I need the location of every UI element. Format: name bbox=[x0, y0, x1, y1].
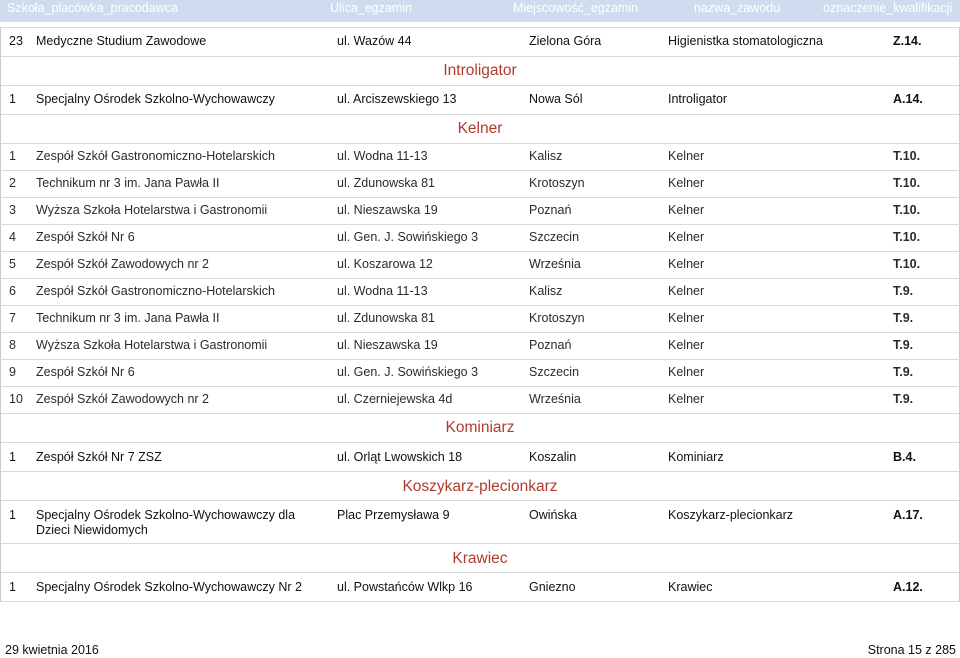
row-number: 1 bbox=[9, 508, 16, 522]
row-divider bbox=[0, 85, 960, 86]
row-divider bbox=[0, 359, 960, 360]
qualification-code: Z.14. bbox=[893, 34, 922, 48]
profession-name: Kelner bbox=[668, 338, 705, 352]
qualification-code: A.17. bbox=[893, 508, 923, 522]
profession-name: Kelner bbox=[668, 311, 705, 325]
profession-name: Kominiarz bbox=[668, 450, 724, 464]
qualification-code: T.10. bbox=[893, 176, 921, 190]
exam-street: ul. Koszarowa 12 bbox=[337, 257, 433, 271]
row-number: 1 bbox=[9, 450, 16, 464]
row-divider bbox=[0, 170, 960, 171]
row-divider bbox=[0, 572, 960, 573]
profession-name: Kelner bbox=[668, 284, 705, 298]
row-number: 2 bbox=[9, 176, 16, 190]
school-name: Zespół Szkół Zawodowych nr 2 bbox=[36, 392, 209, 406]
exam-city: Września bbox=[529, 392, 581, 406]
qualification-code: T.10. bbox=[893, 149, 921, 163]
row-divider bbox=[0, 543, 960, 544]
school-name: Wyższa Szkoła Hotelarstwa i Gastronomii bbox=[36, 203, 268, 217]
row-number: 23 bbox=[9, 34, 23, 48]
section-title-introligator: Introligator bbox=[443, 62, 517, 79]
profession-name: Kelner bbox=[668, 203, 705, 217]
footer-page-number: Strona 15 z 285 bbox=[867, 643, 956, 657]
column-header-city: Miejscowość_egzamin bbox=[513, 1, 639, 15]
exam-street: ul. Gen. J. Sowińskiego 3 bbox=[337, 365, 479, 379]
exam-city: Koszalin bbox=[529, 450, 577, 464]
school-name: Medyczne Studium Zawodowe bbox=[36, 34, 207, 48]
school-name: Zespół Szkół Zawodowych nr 2 bbox=[36, 257, 209, 271]
school-name: Technikum nr 3 im. Jana Pawła II bbox=[36, 311, 220, 325]
profession-name: Kelner bbox=[668, 149, 705, 163]
exam-street: ul. Czerniejewska 4d bbox=[337, 392, 453, 406]
column-header-school: Szkoła_placówka_pracodawca bbox=[7, 1, 178, 15]
row-divider bbox=[0, 251, 960, 252]
exam-city: Poznań bbox=[529, 338, 572, 352]
school-name: Specjalny Ośrodek Szkolno-Wychowawczy dla Dzieci Niewidomych bbox=[36, 508, 296, 537]
exam-city: Szczecin bbox=[529, 365, 580, 379]
profession-name: Kelner bbox=[668, 257, 705, 271]
exam-city: Gniezno bbox=[529, 580, 576, 594]
school-name: Technikum nr 3 im. Jana Pawła II bbox=[36, 176, 220, 190]
row-divider bbox=[0, 442, 960, 443]
row-number: 1 bbox=[9, 149, 16, 163]
row-number: 1 bbox=[9, 580, 16, 594]
row-divider bbox=[0, 601, 960, 602]
exam-street: ul. Wodna 11-13 bbox=[337, 284, 428, 298]
exam-city: Krotoszyn bbox=[529, 176, 585, 190]
row-number: 6 bbox=[9, 284, 16, 298]
row-divider bbox=[0, 143, 960, 144]
profession-name: Kelner bbox=[668, 176, 705, 190]
profession-name: Kelner bbox=[668, 230, 705, 244]
row-divider bbox=[0, 332, 960, 333]
section-title-krawiec: Krawiec bbox=[452, 550, 508, 567]
row-number: 8 bbox=[9, 338, 16, 352]
section-title-kominiarz: Kominiarz bbox=[445, 419, 515, 436]
school-name: Specjalny Ośrodek Szkolno-Wychowawczy Nr 2 bbox=[36, 580, 302, 594]
exam-street: ul. Zdunowska 81 bbox=[337, 311, 435, 325]
profession-name: Kelner bbox=[668, 365, 705, 379]
qualification-code: B.4. bbox=[893, 450, 916, 464]
section-title-koszykarz-plecionkarz: Koszykarz-plecionkarz bbox=[402, 478, 558, 495]
exam-street: ul. Orląt Lwowskich 18 bbox=[337, 450, 463, 464]
exam-city: Kalisz bbox=[529, 284, 563, 298]
profession-name: Krawiec bbox=[668, 580, 713, 594]
column-header-profession: nazwa_zawodu bbox=[694, 1, 781, 15]
row-number: 9 bbox=[9, 365, 16, 379]
school-name: Zespół Szkół Nr 7 ZSZ bbox=[36, 450, 162, 464]
exam-city: Owińska bbox=[529, 508, 577, 522]
profession-name: Higienistka stomatologiczna bbox=[668, 34, 823, 48]
row-number: 10 bbox=[9, 392, 23, 406]
column-header-bar bbox=[0, 0, 960, 22]
exam-street: ul. Zdunowska 81 bbox=[337, 176, 435, 190]
profession-name: Koszykarz-plecionkarz bbox=[668, 508, 794, 522]
row-divider bbox=[0, 197, 960, 198]
exam-city: Nowa Sól bbox=[529, 92, 583, 106]
row-divider bbox=[0, 471, 960, 472]
exam-city: Września bbox=[529, 257, 581, 271]
school-name: Zespół Szkół Gastronomiczno-Hotelarskich bbox=[36, 284, 275, 298]
school-name: Zespół Szkół Gastronomiczno-Hotelarskich bbox=[36, 149, 275, 163]
exam-street: ul. Nieszawska 19 bbox=[337, 203, 438, 217]
row-number: 1 bbox=[9, 92, 16, 106]
qualification-code: T.9. bbox=[893, 365, 914, 379]
exam-city: Zielona Góra bbox=[529, 34, 602, 48]
row-number: 7 bbox=[9, 311, 16, 325]
qualification-code: T.10. bbox=[893, 230, 921, 244]
profession-name: Kelner bbox=[668, 392, 705, 406]
school-name: Wyższa Szkoła Hotelarstwa i Gastronomii bbox=[36, 338, 268, 352]
row-number: 3 bbox=[9, 203, 16, 217]
column-header-qualification: oznaczenie_kwalifikacji bbox=[823, 1, 953, 15]
exam-city: Szczecin bbox=[529, 230, 580, 244]
qualification-code: T.9. bbox=[893, 311, 914, 325]
column-header-street: Ulica_egzamin bbox=[330, 1, 412, 15]
exam-street: Plac Przemysława 9 bbox=[337, 508, 450, 522]
footer-date: 29 kwietnia 2016 bbox=[5, 643, 99, 657]
exam-street: ul. Wazów 44 bbox=[337, 34, 412, 48]
exam-street: ul. Arciszewskiego 13 bbox=[337, 92, 457, 106]
exam-street: ul. Nieszawska 19 bbox=[337, 338, 438, 352]
row-divider bbox=[0, 500, 960, 501]
row-divider bbox=[0, 27, 960, 28]
row-divider bbox=[0, 413, 960, 414]
school-name: Zespół Szkół Nr 6 bbox=[36, 365, 135, 379]
exam-street: ul. Wodna 11-13 bbox=[337, 149, 428, 163]
profession-name: Introligator bbox=[668, 92, 728, 106]
exam-street: ul. Powstańców Wlkp 16 bbox=[337, 580, 473, 594]
row-divider bbox=[0, 278, 960, 279]
exam-street: ul. Gen. J. Sowińskiego 3 bbox=[337, 230, 479, 244]
section-title-kelner: Kelner bbox=[457, 120, 503, 137]
row-divider bbox=[0, 386, 960, 387]
row-divider bbox=[0, 114, 960, 115]
row-number: 4 bbox=[9, 230, 16, 244]
qualification-code: T.9. bbox=[893, 338, 914, 352]
qualification-code: T.9. bbox=[893, 284, 914, 298]
table-left-border bbox=[0, 27, 1, 601]
school-name: Zespół Szkół Nr 6 bbox=[36, 230, 135, 244]
qualification-code: A.12. bbox=[893, 580, 923, 594]
row-divider bbox=[0, 224, 960, 225]
exam-city: Poznań bbox=[529, 203, 572, 217]
qualification-code: T.10. bbox=[893, 257, 921, 271]
row-number: 5 bbox=[9, 257, 16, 271]
qualification-code: T.10. bbox=[893, 203, 921, 217]
row-divider bbox=[0, 305, 960, 306]
qualification-code: T.9. bbox=[893, 392, 914, 406]
row-divider bbox=[0, 56, 960, 57]
qualification-code: A.14. bbox=[893, 92, 923, 106]
school-name: Specjalny Ośrodek Szkolno-Wychowawczy bbox=[36, 92, 275, 106]
exam-city: Krotoszyn bbox=[529, 311, 585, 325]
exam-city: Kalisz bbox=[529, 149, 563, 163]
